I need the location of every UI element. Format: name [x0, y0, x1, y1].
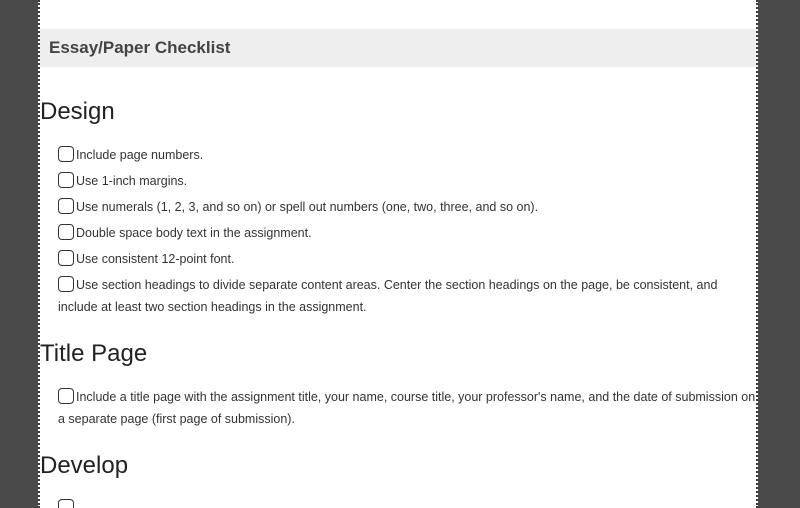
checklist-item: [58, 248, 756, 270]
checkbox[interactable]: [58, 198, 74, 214]
section-heading-title-page: Title Page: [40, 340, 148, 367]
checklist-item: [58, 386, 756, 408]
checklist-title: Essay/Paper Checklist: [49, 38, 231, 57]
item-label: Include page numbers.: [76, 148, 204, 162]
checklist-item: [58, 222, 756, 244]
section-heading-design: Design: [40, 98, 115, 125]
item-label: Use section headings to divide separate content areas. Center the section headings on the page, be consistent, and: [76, 278, 718, 292]
document-page: [38, 0, 758, 508]
checklist-item: [58, 144, 756, 166]
checkbox[interactable]: [58, 224, 74, 240]
item-label: Use consistent 12-point font.: [76, 252, 235, 266]
item-label: Include a title page with the assignment title, your name, course title, your professor's name, and the date of submission on: [76, 390, 756, 404]
item-label: Double space body text in the assignment.: [76, 226, 312, 240]
checkbox[interactable]: [58, 250, 74, 266]
item-label: Use numerals (1, 2, 3, and so on) or spell out numbers (one, two, three, and so on).: [76, 200, 539, 214]
checklist-item: [58, 196, 756, 218]
page-right-border: [756, 0, 760, 508]
item-label-continuation: include at least two section headings in the assignment.: [58, 300, 367, 314]
checkbox[interactable]: [58, 388, 74, 404]
item-label-continuation: a separate page (first page of submission).: [58, 412, 295, 426]
checklist-item: [58, 274, 756, 296]
item-label: Use 1-inch margins.: [76, 174, 188, 188]
checklist-item: [58, 170, 756, 192]
checklist-title-bar: [40, 29, 756, 67]
page-left-border: [38, 0, 42, 508]
checkbox[interactable]: [58, 276, 74, 292]
checkbox[interactable]: [58, 146, 74, 162]
checkbox[interactable]: [58, 499, 74, 508]
checkbox[interactable]: [58, 172, 74, 188]
section-heading-develop: Develop: [40, 452, 129, 479]
